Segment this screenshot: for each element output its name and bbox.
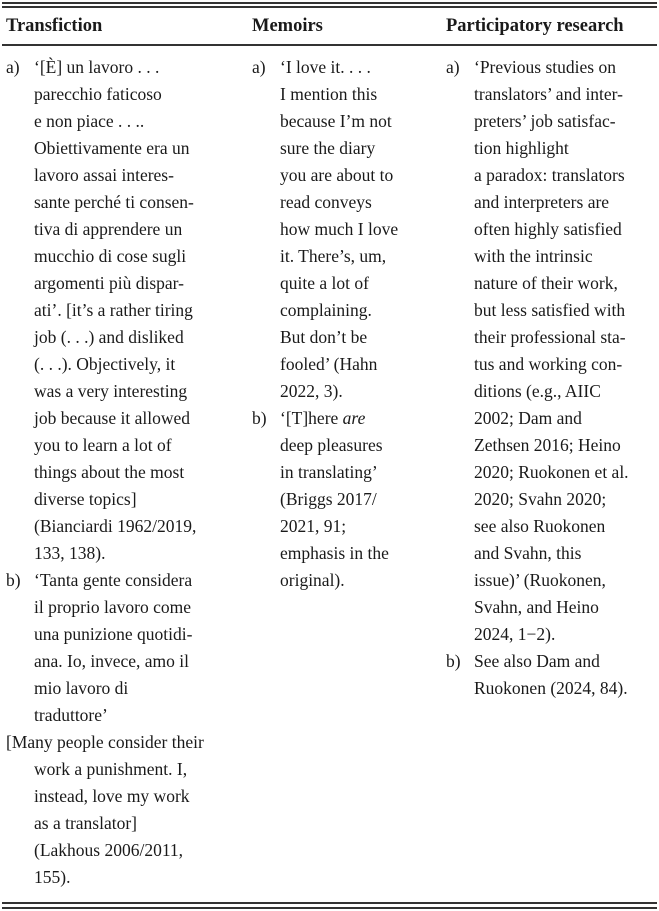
text-line: 2020; Ruokonen et al. [474, 462, 629, 482]
text-line: and interpreters are [474, 192, 610, 212]
top-rule-outer [2, 2, 657, 4]
text-line: I mention this [280, 84, 378, 104]
column-participatory-research [446, 54, 656, 702]
text-line: Ruokonen (2024, 84). [474, 678, 628, 698]
text-line: often highly satisfied [474, 219, 622, 239]
text-line: tiva di apprendere un [34, 219, 183, 239]
text-line: tus and working con- [474, 354, 623, 374]
text-line: 133, 138). [34, 543, 106, 563]
text-line: you to learn a lot of [34, 435, 172, 455]
text-line: how much I love [280, 219, 399, 239]
text-line: in translating’ [280, 462, 378, 482]
text-line [280, 405, 424, 432]
text-line: Svahn, and Heino [474, 597, 599, 617]
text-line: things about the most [34, 462, 185, 482]
text-line: mio lavoro di [34, 678, 129, 698]
text-prefix: ‘[T]here [280, 408, 343, 428]
item-label: a) [446, 57, 460, 77]
text-line: see also Ruokonen [474, 516, 606, 536]
bottom-rule-inner [2, 902, 657, 904]
text-line: ana. Io, invece, amo il [34, 651, 190, 671]
list-item-a [252, 54, 424, 405]
item-label: b) [446, 651, 461, 671]
item-label: b) [6, 570, 21, 590]
header-memoirs: Memoirs [252, 16, 323, 36]
text-line: you are about to [280, 165, 394, 185]
emphasis-text: are [342, 408, 366, 428]
text-line: See also Dam and [474, 651, 600, 671]
text-line: as a translator] [34, 813, 138, 833]
text-line: diverse topics] [34, 489, 137, 509]
text-line: 2021, 91; [280, 516, 347, 536]
column-transfiction [6, 54, 232, 891]
bottom-rule-outer [2, 907, 657, 909]
text-line: complaining. [280, 300, 372, 320]
list-item-a [6, 54, 232, 567]
item-label: a) [252, 57, 266, 77]
text-line: 155). [34, 867, 71, 887]
text-line: parecchio faticoso [34, 84, 162, 104]
text-line: ditions (e.g., AIIC [474, 381, 601, 401]
text-line: read conveys [280, 192, 372, 212]
text-line: job because it allowed [34, 408, 190, 428]
item-label: b) [252, 408, 267, 428]
text-line: preters’ job satisfac- [474, 111, 616, 131]
text-line: argomenti più dispar- [34, 273, 184, 293]
text-line: 2002; Dam and [474, 408, 582, 428]
text-line: because I’m not [280, 111, 392, 131]
text-line: Zethsen 2016; Heino [474, 435, 621, 455]
text-line: 2024, 1−2). [474, 624, 556, 644]
text-line: was a very interesting [34, 381, 188, 401]
text-line: nature of their work, [474, 273, 618, 293]
text-line: work a punishment. I, [34, 759, 188, 779]
text-line: 2020; Svahn 2020; [474, 489, 607, 509]
text-line: but less satisfied with [474, 300, 626, 320]
text-line: (. . .). Objectively, it [34, 354, 176, 374]
text-line: sure the diary [280, 138, 376, 158]
text-line: il proprio lavoro come [34, 597, 191, 617]
translation-block [6, 729, 232, 891]
text-line: tion highlight [474, 138, 569, 158]
text-line: (Briggs 2017/ [280, 489, 377, 509]
text-line: (Bianciardi 1962/2019, [34, 516, 197, 536]
text-line: ‘Previous studies on [474, 57, 616, 77]
header-transfiction: Transfiction [6, 16, 103, 36]
text-line: translators’ and inter- [474, 84, 623, 104]
text-line: issue)’ (Ruokonen, [474, 570, 606, 590]
text-line: But don’t be [280, 327, 368, 347]
text-line: job (. . .) and disliked [34, 327, 184, 347]
text-line: lavoro assai interes- [34, 165, 174, 185]
list-item-b [252, 405, 424, 594]
text-line: instead, love my work [34, 786, 190, 806]
text-line: original). [280, 570, 345, 590]
text-line: it. There’s, um, [280, 246, 387, 266]
text-line: deep pleasures [280, 435, 383, 455]
text-line: Obiettivamente era un [34, 138, 190, 158]
text-line: ati’. [it’s a rather tiring [34, 300, 193, 320]
text-line: e non piace . . .. [34, 111, 145, 131]
text-line: ‘Tanta gente considera [34, 570, 193, 590]
text-line: sante perché ti consen- [34, 192, 194, 212]
text-line: [Many people consider their [6, 732, 204, 752]
header-rule [2, 44, 657, 46]
text-line: traduttore’ [34, 705, 108, 725]
list-item-a [446, 54, 656, 648]
column-memoirs [252, 54, 424, 594]
text-line: a paradox: translators [474, 165, 625, 185]
list-item-b [446, 648, 656, 702]
text-line: emphasis in the [280, 543, 389, 563]
header-participatory-research: Participatory research [446, 16, 624, 36]
text-line: and Svahn, this [474, 543, 582, 563]
text-line: with the intrinsic [474, 246, 593, 266]
text-line: their professional sta- [474, 327, 626, 347]
text-line: ‘I love it. . . . [280, 57, 371, 77]
text-line: fooled’ (Hahn [280, 354, 378, 374]
list-item-b [6, 567, 232, 729]
text-line: quite a lot of [280, 273, 369, 293]
text-line: 2022, 3). [280, 381, 343, 401]
text-line: ‘[È] un lavoro . . . [34, 57, 160, 77]
text-line: una punizione quotidi- [34, 624, 193, 644]
text-line: mucchio di cose sugli [34, 246, 187, 266]
text-line: (Lakhous 2006/2011, [34, 840, 184, 860]
item-label: a) [6, 57, 20, 77]
top-rule-inner [2, 6, 657, 8]
